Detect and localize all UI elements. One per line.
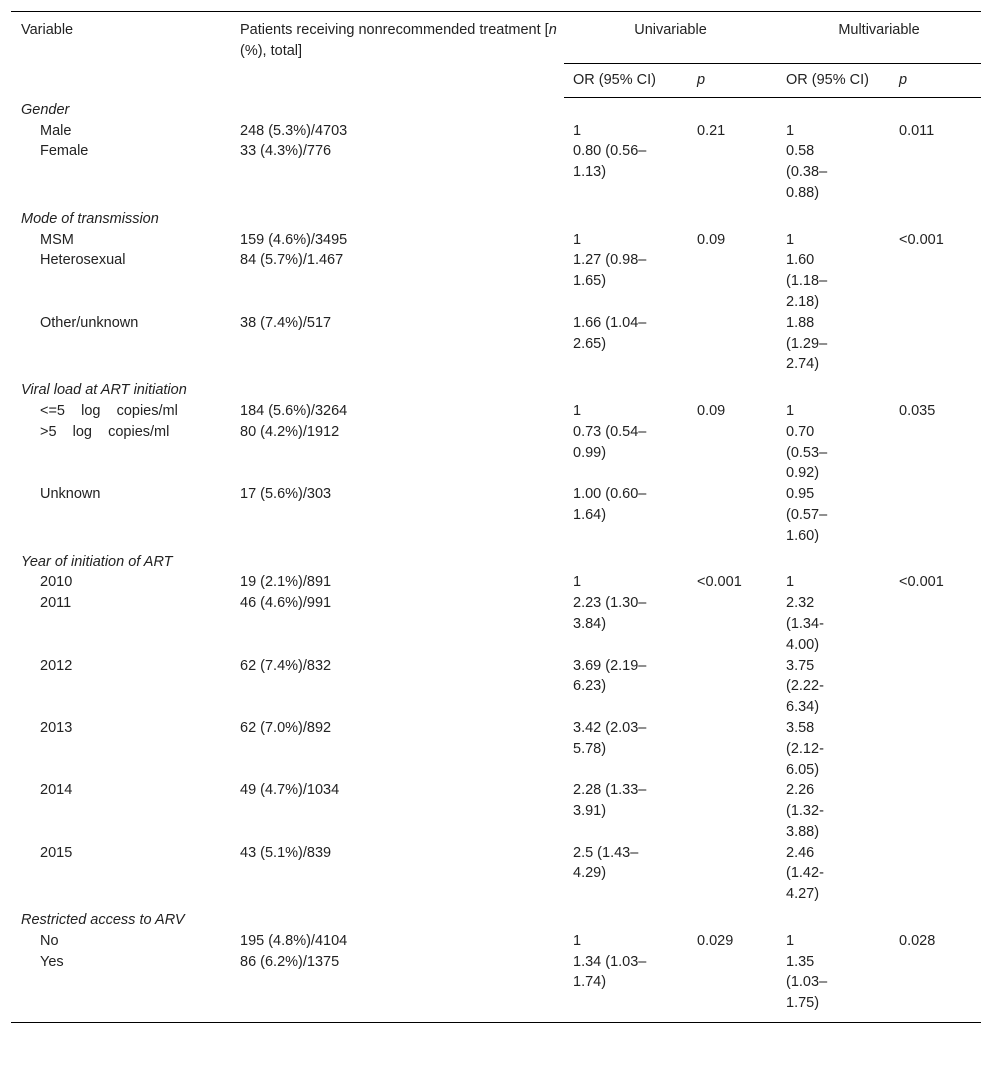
section-title: Mode of transmission [21,210,159,227]
uni-p-cell [688,780,777,842]
multi-p-cell [890,141,981,206]
patients-cell: 17 (5.6%)/303 [240,486,332,503]
multi-or-cell: 2.32 (1.34-4.00) [786,595,824,653]
row-label: >5 log copies/ml [40,423,170,440]
row-label: Other/unknown [40,314,139,331]
uni-p-cell [688,593,777,655]
header-multivariable: Multivariable [777,12,981,65]
multi-or-cell: 2.46 (1.42-4.27) [786,844,824,903]
section-row [11,550,981,573]
uni-or-cell: 1 [573,932,582,949]
uni-or-cell: 1.34 (1.03–1.74) [564,952,688,1023]
row-label: Heterosexual [40,252,126,269]
header-multi-p: p [890,64,981,97]
multi-p-cell [890,422,981,484]
multi-or-cell: 2.26 (1.32-3.88) [786,782,824,840]
table-row [11,141,981,206]
table-row [11,401,981,422]
uni-p-cell [688,656,777,718]
uni-or-cell: 1.00 (0.60–1.64) [573,486,647,523]
table-body [11,97,981,1022]
table-row [11,843,981,908]
row-label: No [40,932,59,949]
row-label: Yes [11,952,231,1023]
section-row [11,97,981,120]
uni-p-cell [688,952,777,1023]
multi-p-cell [890,313,981,378]
row-label: 2014 [40,782,73,799]
uni-p-cell: 0.21 [697,122,726,139]
multi-p-cell [890,843,981,908]
uni-p-cell [688,843,777,908]
table-row [11,250,981,312]
multi-or-cell: 1.35 (1.03–1.75) [777,952,890,1023]
section-title: Gender [21,101,70,118]
section-row [11,207,981,230]
multi-p-cell [890,656,981,718]
multi-or-cell: 1.60 (1.18–2.18) [786,252,828,310]
uni-or-cell: 1 [573,122,582,139]
section-title: Viral load at ART initiation [21,382,187,399]
multi-p-cell [890,780,981,842]
patients-cell: 80 (4.2%)/1912 [240,423,340,440]
multi-p-cell: 0.011 [899,122,935,139]
multi-p-cell: 0.028 [899,932,936,949]
multi-or-cell: 1 [786,402,795,419]
uni-or-cell: 2.28 (1.33–3.91) [573,782,647,820]
patients-cell: 195 (4.8%)/4104 [240,932,348,949]
uni-or-cell: 1.27 (0.98–1.65) [573,252,647,290]
multi-or-cell: 1.88 (1.29–2.74) [786,314,828,373]
uni-or-cell: 1 [573,231,582,248]
uni-p-cell [688,250,777,312]
uni-p-cell [688,422,777,484]
patients-cell: 19 (2.1%)/891 [240,574,332,591]
header-univariable: Univariable [564,12,777,65]
uni-p-cell: 0.09 [697,231,726,248]
multi-or-cell: 3.75 (2.22-6.34) [786,657,824,716]
multi-p-cell [890,952,981,1023]
multi-p-cell: <0.001 [899,574,944,591]
patients-cell: 49 (4.7%)/1034 [240,782,340,799]
row-label: <=5 log copies/ml [40,402,178,419]
row-label: 2013 [40,719,73,736]
header-patients: Patients receiving nonrecommended treatment [n (%), total] [231,12,564,98]
header-uni-or: OR (95% CI) [564,64,688,97]
section-row [11,378,981,401]
multi-p-cell: <0.001 [899,231,944,248]
uni-p-cell: 0.029 [697,932,734,949]
table-row [11,931,981,952]
row-label: 2010 [40,574,73,591]
header-multi-or: OR (95% CI) [777,64,890,97]
row-label: MSM [40,231,74,248]
row-label: 2012 [40,657,73,674]
uni-or-cell: 3.69 (2.19–6.23) [573,657,647,695]
patients-cell: 62 (7.4%)/832 [240,657,332,674]
patients-cell: 84 (5.7%)/1.467 [240,252,344,269]
multi-p-cell: 0.035 [899,402,936,419]
uni-or-cell: 0.80 (0.56–1.13) [573,143,647,181]
section-row [11,908,981,931]
multi-or-cell: 0.58 (0.38–0.88) [786,143,828,201]
table-row [11,230,981,251]
patients-cell: 43 (5.1%)/839 [240,844,332,861]
multi-or-cell: 1 [786,231,795,248]
results-table [11,11,981,1023]
multi-or-cell: 1 [786,122,795,139]
patients-cell: 248 (5.3%)/4703 [240,122,348,139]
section-title: Year of initiation of ART [21,553,173,570]
table-row [11,313,981,378]
table-row [11,572,981,593]
row-label: Unknown [40,486,101,503]
uni-p-cell [688,718,777,780]
patients-cell: 46 (4.6%)/991 [240,595,332,612]
multi-p-cell [890,593,981,655]
uni-or-cell: 3.42 (2.03–5.78) [573,719,647,757]
uni-p-cell [688,484,777,549]
uni-p-cell: <0.001 [697,574,742,591]
header-variable: Variable [11,12,231,98]
uni-p-cell [688,313,777,378]
patients-cell: 33 (4.3%)/776 [240,143,332,160]
table-row [11,718,981,780]
table-row [11,952,981,1023]
row-label: Female [40,143,89,160]
multi-p-cell [890,250,981,312]
multi-or-cell: 0.95 (0.57–1.60) [786,486,828,544]
patients-cell: 62 (7.0%)/892 [240,719,332,736]
section-title: Restricted access to ARV [21,912,185,929]
header-uni-p: p [688,64,777,97]
table-row [11,484,981,549]
table-row [11,593,981,655]
row-label: 2015 [40,844,73,861]
multi-p-cell [890,718,981,780]
row-label: 2011 [40,595,72,612]
uni-or-cell: 0.73 (0.54–0.99) [573,423,647,461]
multi-or-cell: 1 [786,932,795,949]
uni-or-cell: 1 [573,574,582,591]
patients-cell: 38 (7.4%)/517 [240,314,332,331]
table-row [11,121,981,142]
patients-cell: 159 (4.6%)/3495 [240,231,348,248]
patients-cell: 86 (6.2%)/1375 [231,952,564,1023]
multi-or-cell: 1 [786,574,795,591]
patients-cell: 184 (5.6%)/3264 [240,402,348,419]
table-row [11,656,981,718]
table-header [11,12,981,98]
uni-p-cell: 0.09 [697,402,726,419]
uni-or-cell: 1 [573,402,582,419]
row-label: Male [40,122,72,139]
table-row [11,422,981,484]
table-row [11,780,981,842]
multi-or-cell: 0.70 (0.53–0.92) [786,423,828,482]
uni-or-cell: 2.23 (1.30–3.84) [573,595,647,632]
uni-or-cell: 1.66 (1.04–2.65) [573,314,647,352]
uni-or-cell: 2.5 (1.43–4.29) [573,844,639,882]
multi-or-cell: 3.58 (2.12-6.05) [786,719,824,778]
uni-p-cell [688,141,777,206]
multi-p-cell [890,484,981,549]
